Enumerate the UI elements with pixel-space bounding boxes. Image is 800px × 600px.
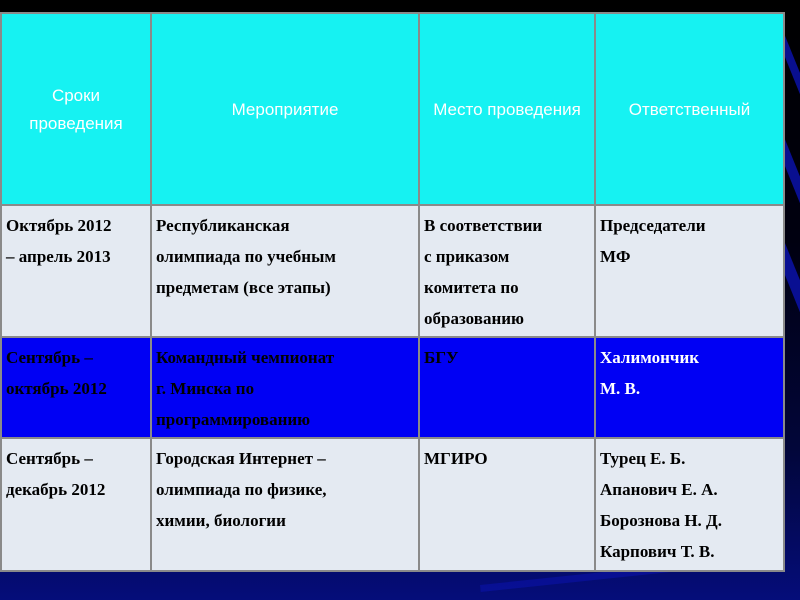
cell-text-line: Халимончик	[600, 348, 700, 367]
cell-text-line: Председатели	[600, 216, 706, 235]
cell-text-line: Борознова Н. Д.	[600, 511, 722, 530]
cell-text-line: комитета по	[424, 278, 519, 297]
cell-responsible	[595, 337, 784, 438]
cell-event	[151, 438, 419, 571]
header-event: Мероприятие	[151, 13, 419, 205]
table-header-row	[1, 13, 784, 205]
cell-text-line: Городская Интернет –	[156, 449, 326, 468]
cell-text-line: М. В.	[600, 379, 641, 398]
cell-text-line: Октябрь 2012	[6, 216, 112, 235]
cell-text-line: октябрь 2012	[6, 379, 107, 398]
cell-text-line: предметам (все этапы)	[156, 278, 331, 297]
cell-responsible	[595, 205, 784, 337]
cell-text-line: МГИРО	[424, 449, 488, 468]
cell-place	[419, 438, 595, 571]
cell-text-line: с приказом	[424, 247, 510, 266]
table-row-highlighted	[1, 337, 784, 438]
cell-text-line: олимпиада по учебным	[156, 247, 336, 266]
cell-text-line: Сентябрь –	[6, 449, 93, 468]
cell-dates	[1, 337, 151, 438]
table-row	[1, 438, 784, 571]
cell-text-line: – апрель 2013	[6, 247, 111, 266]
cell-text-line: программированию	[156, 410, 311, 429]
cell-responsible	[595, 438, 784, 571]
cell-text-line: олимпиада по физике,	[156, 480, 327, 499]
table-row	[1, 205, 784, 337]
cell-event	[151, 205, 419, 337]
cell-dates	[1, 205, 151, 337]
cell-text-line: В соответствии	[424, 216, 543, 235]
header-responsible: Ответственный	[595, 13, 784, 205]
cell-place	[419, 205, 595, 337]
cell-dates	[1, 438, 151, 571]
cell-text-line: химии, биологии	[156, 511, 286, 530]
cell-text-line: Республиканская	[156, 216, 290, 235]
cell-event	[151, 337, 419, 438]
header-dates: Сроки проведения	[1, 13, 151, 205]
events-schedule-table	[0, 12, 785, 572]
cell-text-line: МФ	[600, 247, 631, 266]
cell-text-line: декабрь 2012	[6, 480, 106, 499]
cell-text-line: Апанович Е. А.	[600, 480, 718, 499]
header-place: Место проведения	[419, 13, 595, 205]
cell-place	[419, 337, 595, 438]
cell-text-line: образованию	[424, 309, 525, 328]
cell-text-line: Командный чемпионат	[156, 348, 335, 367]
cell-text-line: Сентябрь –	[6, 348, 93, 367]
cell-text-line: г. Минска по	[156, 379, 255, 398]
cell-text-line: Турец Е. Б.	[600, 449, 686, 468]
cell-text-line: Карпович Т. В.	[600, 542, 715, 561]
cell-text-line: БГУ	[424, 348, 459, 367]
